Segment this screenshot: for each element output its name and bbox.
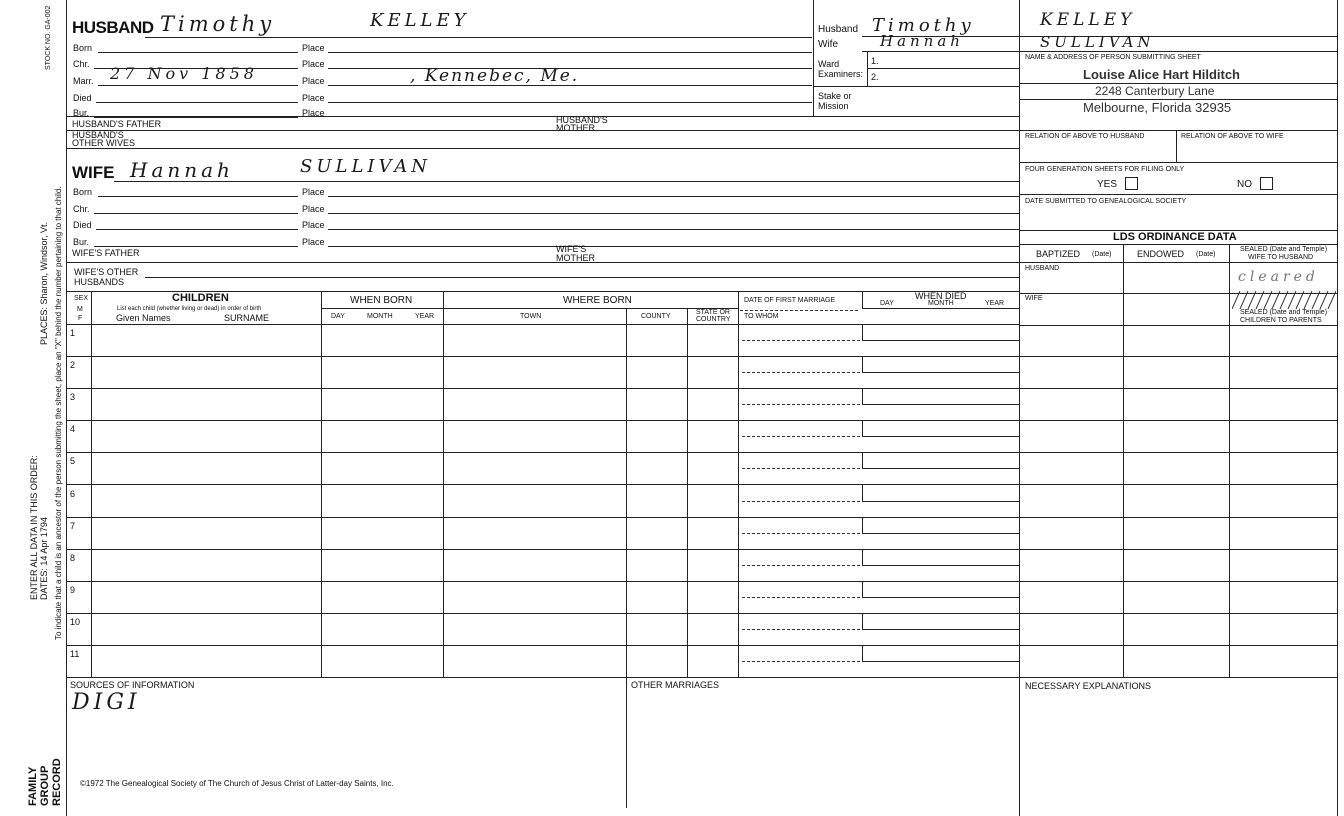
examiners-label: Examiners: — [818, 69, 864, 79]
child-row[interactable] — [66, 356, 1337, 388]
state-header-2: COUNTRY — [696, 316, 731, 323]
sources-label: SOURCES OF INFORMATION — [70, 680, 195, 690]
yes-checkbox[interactable] — [1125, 177, 1138, 190]
marriage-date-dash — [742, 404, 860, 405]
wife-died-place-label: Place — [302, 220, 325, 230]
wife-chr-label: Chr. — [73, 204, 90, 214]
no-checkbox[interactable] — [1260, 177, 1273, 190]
mission-label: Mission — [818, 101, 849, 111]
sex-m-label: M — [77, 306, 83, 313]
marriage-date-dash — [742, 468, 860, 469]
record-title-line-3: RECORD — [51, 758, 63, 806]
child-row-number: 7 — [70, 521, 76, 531]
baptized-date-hint: (Date) — [1092, 251, 1112, 258]
state-header-1: STATE OR — [696, 309, 730, 316]
husband-given-name: Timothy — [160, 12, 276, 36]
child-row[interactable] — [66, 581, 1337, 613]
child-row-number: 9 — [70, 585, 76, 595]
died-date-box — [862, 645, 1020, 662]
relation-wife-label: RELATION OF ABOVE TO WIFE — [1181, 133, 1284, 140]
wife-born-place-label: Place — [302, 187, 325, 197]
endowed-date-hint: (Date) — [1196, 251, 1216, 258]
sealed-note: cleared — [1238, 269, 1319, 285]
top-wife-label: Wife — [818, 39, 838, 50]
top-wife-surname: SULLIVAN — [1040, 33, 1155, 51]
top-husband-label: Husband — [818, 24, 859, 35]
enter-all-data-text: ENTER ALL DATA IN THIS ORDER: — [29, 455, 39, 600]
husband-father-label: HUSBAND'S FATHER — [72, 119, 162, 129]
sealed-children-label-2: CHILDREN TO PARENTS — [1240, 317, 1322, 324]
wife-born-label: Born — [73, 187, 93, 197]
sex-f-label: F — [78, 315, 83, 322]
husband-chr-place-label: Place — [302, 59, 325, 69]
marriage-date-dash — [742, 436, 860, 437]
marriage-date-dash — [742, 533, 860, 534]
child-row-number: 10 — [70, 617, 81, 627]
marriage-date-dash — [742, 501, 860, 502]
husband-born-place-label: Place — [302, 43, 325, 53]
husband-other-wives-label-1: HUSBAND'S — [72, 130, 124, 140]
child-row-number: 2 — [70, 360, 76, 370]
died-date-box — [862, 517, 1020, 534]
marriage-date-dash — [742, 629, 860, 630]
date-submitted-label: DATE SUBMITTED TO GENEALOGICAL SOCIETY — [1025, 198, 1187, 205]
husband-heading: HUSBAND — [72, 18, 154, 37]
sealed-wife-label-1: SEALED (Date and Temple) — [1240, 246, 1328, 253]
no-label: NO — [1237, 179, 1252, 190]
sex-label: SEX — [74, 295, 89, 302]
husband-chr-label: Chr. — [73, 59, 90, 69]
wife-father-label: WIFE'S FATHER — [72, 248, 140, 258]
died-date-box — [862, 420, 1020, 437]
died-date-box — [862, 485, 1020, 502]
died-date-box — [862, 581, 1020, 598]
child-row-number: 5 — [70, 456, 76, 466]
places-instruction: PLACES: Sharon, Windsor, Vt. — [39, 221, 49, 345]
child-row-number: 1 — [70, 328, 76, 338]
wife-heading: WIFE — [72, 163, 115, 182]
died-day-header: DAY — [880, 300, 894, 307]
wife-bur-label: Bur. — [73, 237, 90, 247]
marriage-date-dash — [742, 661, 860, 662]
child-row[interactable] — [66, 324, 1337, 356]
dates-instruction: DATES: 14 Apr 1794 — [39, 517, 49, 600]
child-row[interactable] — [66, 485, 1337, 517]
marriage-date-dash — [742, 565, 860, 566]
marriage-date-dash — [742, 372, 860, 373]
top-husband-given: Timothy — [872, 15, 975, 36]
died-month-header: MONTH — [928, 300, 954, 307]
four-generation-label: FOUR GENERATION SHEETS FOR FILING ONLY — [1025, 166, 1185, 173]
wife-died-label: Died — [73, 220, 92, 230]
husband-bur-label: Bur. — [73, 108, 90, 118]
child-row-number: 8 — [70, 553, 76, 563]
baptized-label: BAPTIZED — [1036, 249, 1081, 259]
sealed-wife-label-2: WIFE TO HUSBAND — [1248, 254, 1314, 261]
husband-bur-place-label: Place — [302, 108, 325, 118]
husband-mother-label-2: MOTHER — [556, 123, 595, 133]
other-marriages-label: OTHER MARRIAGES — [631, 680, 720, 690]
child-row[interactable] — [66, 388, 1337, 420]
outer-right-line — [1337, 0, 1338, 816]
lds-title: LDS ORDINANCE DATA — [1113, 231, 1237, 243]
born-day-header: DAY — [331, 313, 345, 320]
husband-surname: KELLEY — [370, 10, 470, 31]
died-date-box — [862, 549, 1020, 566]
county-header: COUNTY — [641, 313, 671, 320]
copyright-text: ©1972 The Genealogical Society of The Church of Jesus Christ of Latter-day Saints, Inc. — [80, 779, 394, 788]
child-row-number: 6 — [70, 489, 76, 499]
wife-surname: SULLIVAN — [300, 156, 432, 177]
town-header: TOWN — [520, 313, 542, 320]
ward-label: Ward — [818, 59, 840, 69]
child-row[interactable] — [66, 613, 1337, 645]
died-date-box — [862, 388, 1020, 405]
child-row[interactable] — [66, 452, 1337, 484]
lds-husband-label: HUSBAND — [1025, 265, 1060, 272]
husband-marr-place-label: Place — [302, 76, 325, 86]
husband-died-label: Died — [73, 93, 92, 103]
died-year-header: YEAR — [985, 300, 1005, 307]
child-row[interactable] — [66, 517, 1337, 549]
when-born-header: WHEN BORN — [350, 295, 413, 306]
child-row[interactable] — [66, 549, 1337, 581]
husband-marr-place: , Kennebec, Me. — [410, 66, 580, 86]
husband-died-place-label: Place — [302, 93, 325, 103]
yes-label: YES — [1097, 179, 1118, 190]
first-marriage-header: DATE OF FIRST MARRIAGE — [744, 297, 836, 304]
died-date-box — [862, 356, 1020, 373]
wife-given-name: Hannah — [130, 158, 234, 182]
born-month-header: MONTH — [367, 313, 393, 320]
sealed-children-label-1: SEALED (Date and Temple) — [1240, 309, 1328, 316]
wife-mother-label-2: MOTHER — [556, 253, 595, 263]
to-whom-header: TO WHOM — [744, 313, 779, 320]
marriage-date-dash — [742, 340, 860, 341]
child-row-number: 3 — [70, 392, 76, 402]
wife-chr-place-label: Place — [302, 204, 325, 214]
submitter-city: Melbourne, Florida 32935 — [1083, 100, 1232, 115]
husband-other-wives-label-2: OTHER WIVES — [72, 138, 136, 148]
examiner-2-number: 2. — [871, 72, 879, 82]
died-date-box — [862, 452, 1020, 469]
sources-handwriting: DIGI — [72, 690, 141, 715]
child-row[interactable] — [66, 420, 1337, 452]
stock-number: STOCK NO. GA-002 — [45, 5, 52, 70]
husband-marr-date: 27 Nov 1858 — [110, 64, 258, 83]
children-title: CHILDREN — [172, 292, 229, 304]
died-date-box — [862, 613, 1020, 630]
child-row[interactable] — [66, 645, 1337, 677]
born-year-header: YEAR — [415, 313, 435, 320]
submitter-label: NAME & ADDRESS OF PERSON SUBMITTING SHEET — [1025, 54, 1201, 61]
given-names-header: Given Names — [116, 313, 171, 323]
submitter-name: Louise Alice Hart Hilditch — [1083, 67, 1240, 82]
examiner-1-number: 1. — [871, 56, 879, 66]
when-died-header: WHEN DIED — [915, 291, 967, 301]
lds-wife-label: WIFE — [1025, 295, 1043, 302]
relation-husband-label: RELATION OF ABOVE TO HUSBAND — [1025, 133, 1145, 140]
record-title-line-2: GROUP — [39, 765, 51, 806]
wife-bur-place-label: Place — [302, 237, 325, 247]
top-wife-given: Hannah — [880, 32, 964, 50]
children-subtitle: List each child (whether living or dead) in order of birth — [117, 306, 262, 312]
wife-other-husbands-label-2: HUSBANDS — [74, 277, 125, 287]
top-husband-surname: KELLEY — [1040, 10, 1136, 30]
submitter-street: 2248 Canterbury Lane — [1095, 84, 1215, 98]
record-title-line-1: FAMILY — [27, 766, 39, 806]
husband-mother-label-1: HUSBAND'S — [556, 115, 608, 125]
husband-marr-label: Marr. — [73, 76, 94, 86]
stake-label: Stake or — [818, 91, 852, 101]
child-row-number: 11 — [70, 649, 80, 659]
wife-other-husbands-label-1: WIFE'S OTHER — [74, 267, 139, 277]
surname-header: SURNAME — [224, 313, 270, 323]
sealed-hatching — [1232, 291, 1336, 309]
marriage-date-dash — [742, 597, 860, 598]
died-date-box — [862, 324, 1020, 341]
explanations-label: NECESSARY EXPLANATIONS — [1025, 681, 1152, 691]
husband-born-label: Born — [73, 43, 93, 53]
instruction-text: To indicate that a child is an ancestor of the person submitting the sheet, place an "X" behind the number pertaining to that child. — [54, 186, 63, 640]
top-box-divider — [813, 0, 814, 116]
where-born-header: WHERE BORN — [563, 295, 632, 306]
wife-mother-label-1: WIFE'S — [556, 244, 587, 254]
child-row-number: 4 — [70, 424, 76, 434]
endowed-label: ENDOWED — [1137, 249, 1184, 259]
